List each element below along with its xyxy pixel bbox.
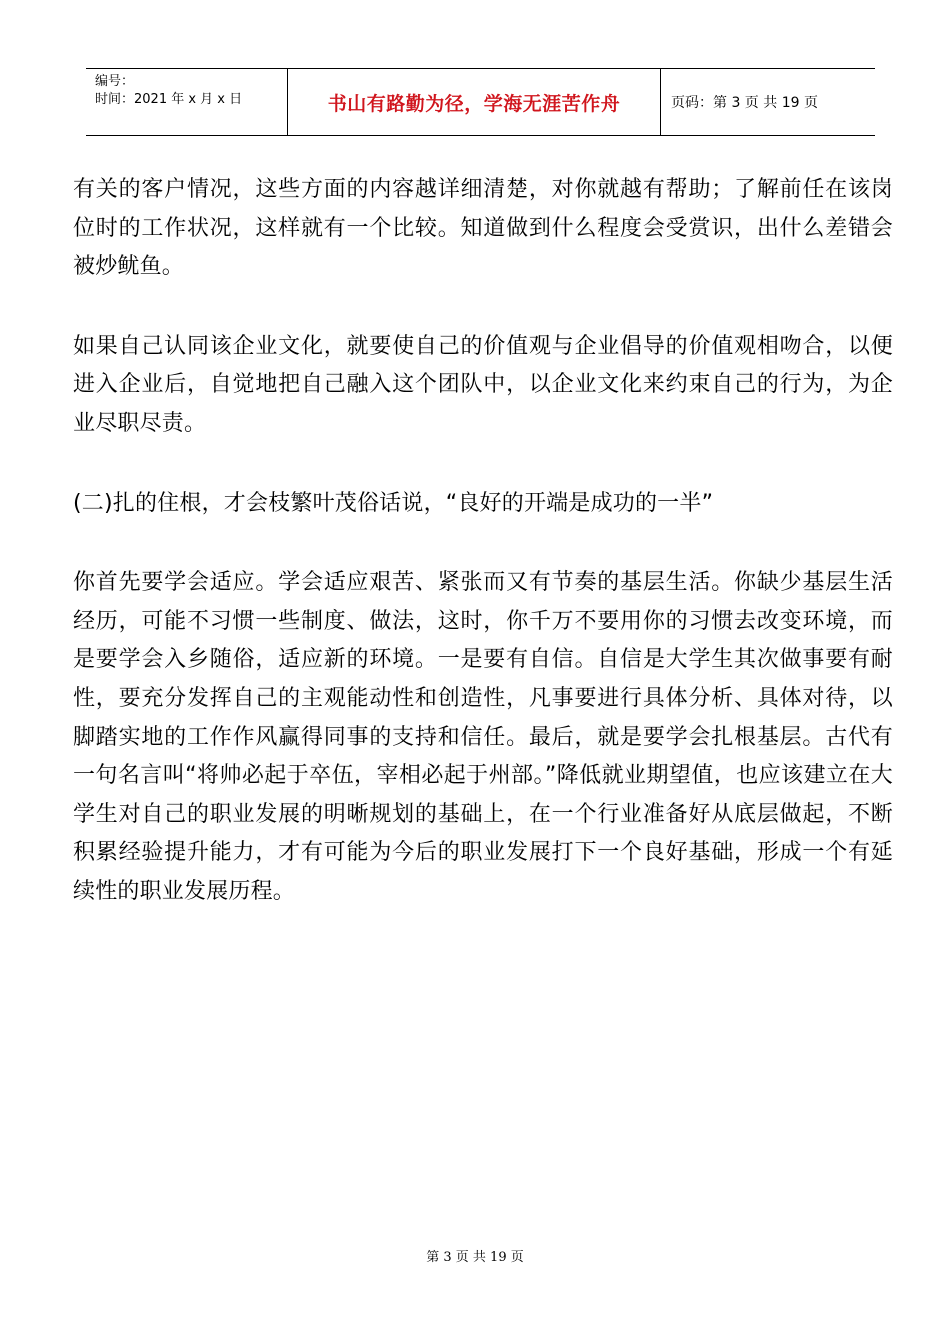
header-motto: 书山有路勤为径，学海无涯苦作舟 — [327, 92, 621, 115]
header-meta — [86, 69, 288, 135]
page-header — [86, 68, 875, 136]
paragraph-gap — [73, 444, 893, 485]
header-time-label: 时间：2021 年 x 月 x 日 — [95, 92, 243, 107]
paragraph-3: 你首先要学会适应。学会适应艰苦、紧张而又有节奏的基层生活。你缺少基层生活经历，可能不习惯一些制度、做法，这时，你千万不要用你的习惯去改变环境，而是要学会入乡随俗，适应新的环境。一是要有自信。自信是大学生其次做事要有耐性，要充分发挥自己的主观能动性和创造性，凡事要进行具体分析、具体对待，以脚踏实地的工作作风赢得同事的支持和信任。最后，就是要学会扎根基层。古代有一句名言叫“将帅必起于卒伍，宰相必起于州部。”降低就业期望值，也应该建立在大学生对自己的职业发展的明晰规划的基础上，在一个行业准备好从底层做起，不断积累经验提升能力，才有可能为今后的职业发展打下一个良好基础，形成一个有延续性的职业发展历程。 — [73, 570, 893, 904]
paragraph-gap — [73, 523, 893, 564]
paragraph-2: 如果自己认同该企业文化，就要使自己的价值观与企业倡导的价值观相吻合，以便进入企业后，自觉地把自己融入这个团队中，以企业文化来约束自己的行为，为企业尽职尽责。 — [73, 333, 893, 436]
header-motto-cell — [288, 69, 661, 135]
header-number-label: 编号： — [95, 74, 135, 89]
header-page-info: 页码：第 3 页 共 19 页 — [671, 95, 818, 111]
paragraph-1: 有关的客户情况，这些方面的内容越详细清楚，对你就越有帮助；了解前任在该岗位时的工作状况，这样就有一个比较。知道做到什么程度会受赏识，出什么差错会被炒鱿鱼。 — [73, 177, 893, 280]
section-heading: (二)扎的住根，才会枝繁叶茂俗话说，“良好的开端是成功的一半” — [73, 490, 714, 516]
paragraph-gap — [73, 287, 893, 328]
page-footer: 第 3 页 共 19 页 — [426, 1250, 524, 1265]
document-body — [73, 171, 893, 912]
